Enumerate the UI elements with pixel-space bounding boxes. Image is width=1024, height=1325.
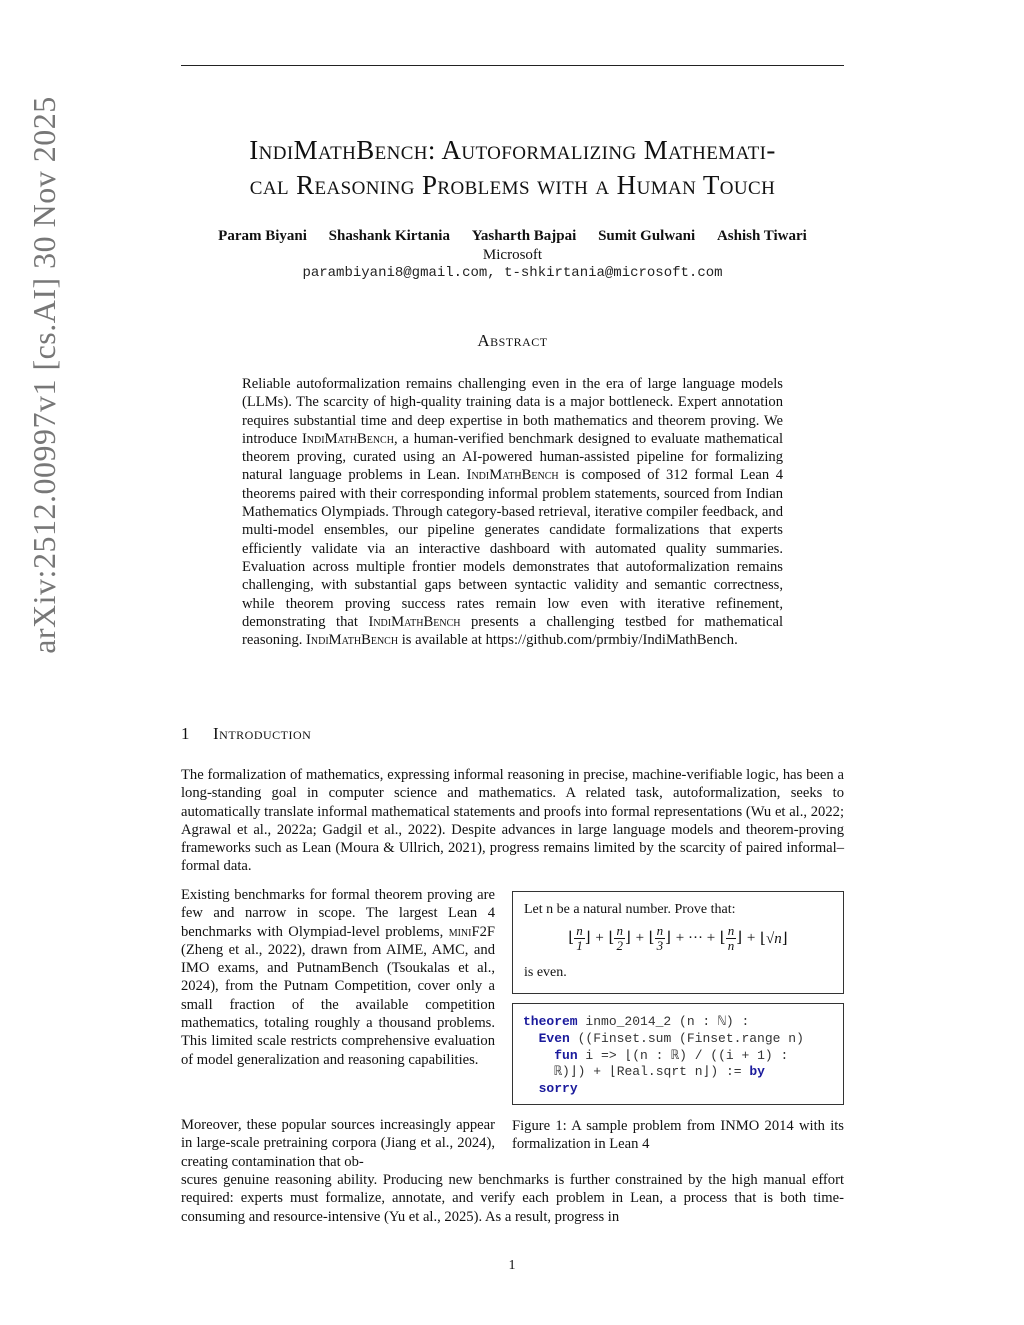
abstract-heading: Abstract [477, 331, 548, 350]
code-text: ℝ)⌋) + ⌊Real.sqrt n⌋) := [554, 1064, 750, 1080]
abstract-text: is available at https://github.com/prmbiy/IndiMathBench. [398, 632, 738, 649]
problem-formula [513, 924, 843, 953]
section-number: 1 [181, 724, 190, 743]
page-number: 1 [508, 1258, 516, 1273]
numerator: n [727, 923, 735, 938]
lean-code [523, 1014, 804, 1098]
author: Param Biyani [218, 228, 307, 244]
denominator: 3 [656, 938, 664, 953]
numerator: n [576, 923, 583, 938]
benchmark-name: IndiMathBench [306, 632, 399, 649]
section-title: Introduction [213, 724, 312, 743]
paper-title [181, 133, 844, 203]
intro-paragraph-2 [181, 886, 495, 1069]
figure-caption: Figure 1: A sample problem from INMO 2014 with its formalization in Lean 4 [512, 1118, 844, 1153]
title-line-2: cal Reasoning Problems with a Human Touch [249, 170, 776, 200]
denominator: 2 [616, 938, 623, 953]
author: Ashish Tiwari [716, 228, 807, 244]
abstract-text: presents a challenging testbed for mathematical reasoning. [242, 613, 783, 649]
affiliation: Microsoft [482, 247, 543, 263]
author: Shashank Kirtania [328, 228, 450, 244]
abstract-body [242, 375, 783, 649]
keyword: theorem [523, 1014, 578, 1029]
author: Yasharth Bajpai [471, 228, 577, 244]
benchmark-name: IndiMathBench [368, 613, 461, 630]
code-text: inmo_2014_2 (n : ℕ) : [577, 1014, 750, 1029]
denominator: 1 [576, 938, 583, 953]
keyword: by [749, 1064, 765, 1080]
numerator: n [616, 923, 623, 938]
figure-code-box [512, 1003, 844, 1105]
benchmark-name: IndiMathBench [301, 430, 394, 447]
intro-paragraph-1: The formalization of mathematics, expressing informal reasoning in precise, machine-verifiable logic, has been a long-standing goal in computer science and mathematics. A related task, autoformalization, seeks to automatically translate informal mathematical statements and proofs into formal representations (Wu et al., 2022; Agrawal et al., 2022a; Gadgil et al., 2022). Despite advances in large language models and theorem-proving frameworks such as Lean (Moura & Ullrich, 2021), progress remains limited by the scarcity of paired informal–formal data. [181, 767, 844, 875]
author-list [181, 228, 844, 245]
keyword: sorry [538, 1081, 578, 1097]
sqrt-n: √n [765, 931, 782, 947]
floor-term: ⌊ $\frac{n}{3}$ ⌋ [648, 923, 672, 953]
floor-term: ⌊ $\frac{n}{1}$ ⌋ [568, 923, 591, 953]
abstract-text: is composed of 312 formal Lean 4 theorems paired with their corresponding informal problem statements, sourced from Indian Mathematics Olympiads. Through category-based retrieval, iterative compiler feedback, and multi-model ensembles, our pipeline generates candidate formalizations that experts efficiently validate via an interactive dashboard with automated quality summaries. Evaluation across multiple frontier models demonstrates that autoformalization remains challenging, with substantial gaps between syntactic validity and semantic correctness, while theorem proving success rates remain low even with iterative refinement, demonstrating that [242, 467, 784, 630]
minif2f-smallcaps: mini [448, 923, 472, 940]
abstract-text: , a human-verified benchmark designed to evaluate mathematical theorem proving, curated using an AI-powered human-assisted pipeline for formalizing natural language problems in Lean. [242, 430, 783, 484]
section-heading [181, 724, 581, 744]
author-emails: parambiyani8@gmail.com, t-shkirtania@microsoft.com [302, 265, 723, 281]
problem-lead: Let n be a natural number. Prove that: [524, 902, 736, 917]
paragraph-text: F2F (Zheng et al., 2022), drawn from AIME, AMC, and IMO exams, and PutnamBench (Tsoukalas et al., 2024), from the Putnam Competition, cover only a small fraction of the available competition mathematics, totaling roughly a thousand problems. This limited scale restricts comprehensive evaluation of model generalization and reasoning capabilities. [181, 923, 495, 1068]
floor-term: ⌊ $\frac{n}{n}$ ⌋ [719, 923, 743, 953]
keyword: Even [538, 1030, 570, 1046]
problem-tail: is even. [524, 965, 567, 980]
floor-sqrt-term: ⌊√n⌋ [760, 931, 788, 947]
top-rule [181, 65, 844, 66]
benchmark-name: IndiMathBench [466, 467, 559, 484]
author: Sumit Gulwani [598, 228, 696, 244]
floor-term: ⌊ $\frac{n}{2}$ ⌋ [608, 923, 631, 953]
plus-sign: + [746, 929, 756, 946]
paragraph-text: Existing benchmarks for formal theorem proving are few and narrow in scope. The largest Lean 4 benchmarks with Olympiad-level problems, [181, 887, 495, 940]
code-text: i => ⌊(n : ℝ) / ((i + 1) : [577, 1047, 789, 1063]
intro-paragraph-3-cont: scures genuine reasoning ability. Producing new benchmarks is further constrained by the high manual effort required: experts must formalize, annotate, and verify each problem in Lean, a process that is both time-consuming and resource-intensive (Yu et al., 2025). As a result, progress in [181, 1172, 844, 1225]
ellipsis: + ··· + [675, 929, 716, 946]
numerator: n [656, 923, 664, 938]
intro-paragraph-3: Moreover, these popular sources increasingly appear in large-scale pretraining corpora (Jiang et al., 2024), creating contamination that ob- [181, 1117, 495, 1170]
plus-sign: + [635, 929, 645, 946]
figure-problem-box [512, 891, 844, 994]
arxiv-stamp: arXiv:2512.00997v1 [cs.AI] 30 Nov 2025 [26, 96, 62, 654]
plus-sign: + [595, 929, 604, 946]
title-line-1: IndiMathBench: Autoformalizing Mathemati- [249, 135, 776, 165]
code-text: ((Finset.sum (Finset.range n) [569, 1030, 804, 1046]
denominator: n [727, 938, 735, 953]
keyword: fun [554, 1047, 578, 1063]
abstract-text: Reliable autoformalization remains challenging even in the era of large language models (LLMs). The scarcity of high-quality training data is a major bottleneck. Expert annotation requires substantial time and deep expertise in both mathematics and theorem proving. We introduce [242, 376, 783, 447]
